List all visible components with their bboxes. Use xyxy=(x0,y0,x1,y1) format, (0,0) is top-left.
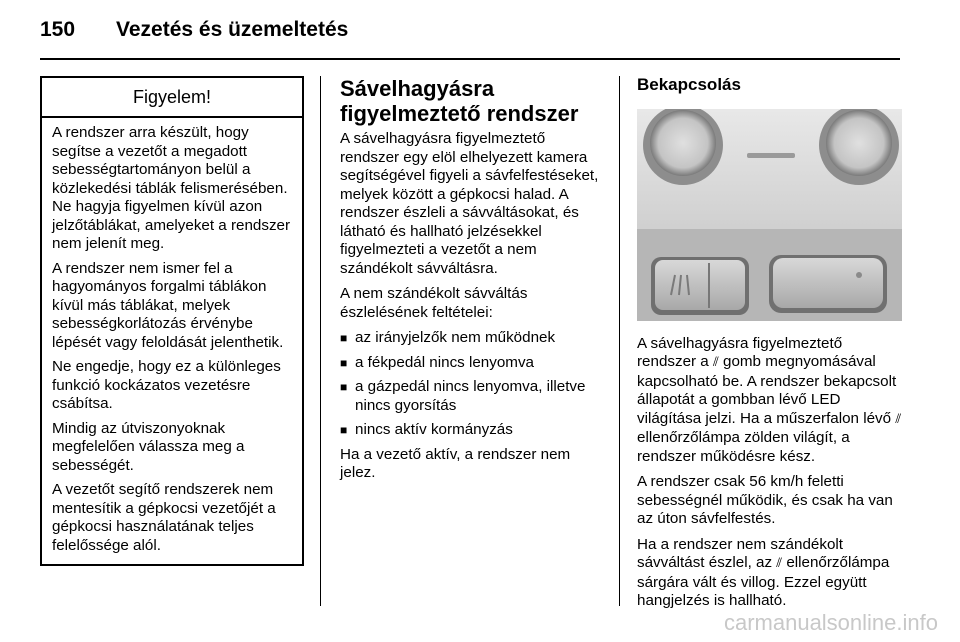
list-item xyxy=(340,421,605,440)
warning-body xyxy=(42,118,302,555)
activation-text: ellenőrzőlámpa sárgára vált és villog. Ezzel együtt hangjelzés is hallható. xyxy=(637,554,890,609)
warning-paragraph: A rendszer arra készült, hogy segítse a vezetőt a megadott sebességtartományon belül a közlekedési táblák felismerésében. Ne hagyja figyelmen kívül azon jelzőtáblákat, amelyeket a rendszer nem jelenít meg. xyxy=(52,124,291,252)
warning-paragraph: Ne engedje, hogy ez a különleges funkció kockázatos vezetésre csábítsa. xyxy=(52,358,281,412)
bullet-icon: ■ xyxy=(340,331,348,345)
page-number: 150 xyxy=(40,18,76,41)
conditions-title: A nem szándékolt sávváltás észlelésének feltételei: xyxy=(340,285,528,321)
warning-paragraph: Mindig az útviszonyoknak megfelelően válassza meg a sebességét. xyxy=(52,419,245,474)
lane-departure-icon: ⫽ xyxy=(712,355,719,370)
list-item xyxy=(340,354,605,373)
activation-text: ellenőrzőlámpa zölden világít, a rendszer működésre kész. xyxy=(637,429,850,465)
list-item-text: nincs aktív kormányzás xyxy=(355,421,513,438)
activation-paragraph xyxy=(637,536,902,611)
warning-paragraph: A rendszer nem ismer fel a hagyományos forgalmi táblákon kívül más táblákat, melyek sebességkorlátozás érvénybe lépését vagy feloldását jelenthetik. xyxy=(52,259,284,351)
lane-departure-section xyxy=(340,76,605,490)
watermark: carmanualsonline.info xyxy=(723,610,938,635)
lane-departure-icon: ⫽ xyxy=(776,556,783,571)
chapter-title: Vezetés és üzemeltetés xyxy=(116,18,349,41)
conditions-list xyxy=(340,329,605,440)
activation-title: Bekapcsolás xyxy=(637,75,741,94)
list-item-text: a fékpedál nincs lenyomva xyxy=(355,353,534,371)
activation-text: Ha a rendszer nem szándékolt sávváltást észlel, az xyxy=(637,535,843,571)
column-divider xyxy=(619,76,620,606)
bullet-icon: ■ xyxy=(340,355,348,370)
activation-text: gomb megnyomásával kapcsolható be. A rendszer bekapcsolt állapotát a gombban lévő LED világítása jelzi. Ha a műszerfalon lévő xyxy=(637,353,897,427)
activation-paragraph: A rendszer csak 56 km/h feletti sebességnél működik, és csak ha van az úton sávfelfestés. xyxy=(637,473,893,527)
section-title: Sávelhagyásra figyelmeztető rendszer xyxy=(340,76,579,126)
list-item xyxy=(340,329,605,348)
warning-paragraph: A vezetőt segítő rendszerek nem mentesítik a gépkocsi vezetőjét a gépkocsi használatának teljes felelőssége alól. xyxy=(52,481,276,554)
activation-paragraph xyxy=(637,335,902,467)
warning-title: Figyelem! xyxy=(42,78,302,118)
page-header xyxy=(40,14,920,54)
activation-text: A sávelhagyásra figyelmeztető rendszer a xyxy=(637,334,843,370)
list-item xyxy=(340,378,605,415)
column-divider xyxy=(320,76,321,606)
section-intro: A sávelhagyásra figyelmeztető rendszer egy elöl elhelyezett kamera segítségével figyeli a sávfelfestéseket, melyek között a gépkocsi halad. A rendszer észleli a sávváltásokat, és látható és hallható jelzésekkel figyelmezteti a vezetőt a nem szándékolt sávváltásra. xyxy=(340,130,599,277)
lane-departure-icon: ⫽ xyxy=(895,411,902,427)
bullet-icon: ■ xyxy=(340,423,348,437)
warning-box xyxy=(40,76,304,566)
header-rule xyxy=(40,58,900,60)
section-closing: Ha a vezető aktív, a rendszer nem jelez. xyxy=(340,445,571,481)
list-item-text: a gázpedál nincs lenyomva, illetve nincs gyorsítás xyxy=(355,378,586,414)
list-item-text: az irányjelzők nem működnek xyxy=(355,329,556,346)
bullet-icon: ■ xyxy=(340,380,348,394)
button-panel-photo xyxy=(637,109,902,321)
activation-section xyxy=(637,76,902,618)
